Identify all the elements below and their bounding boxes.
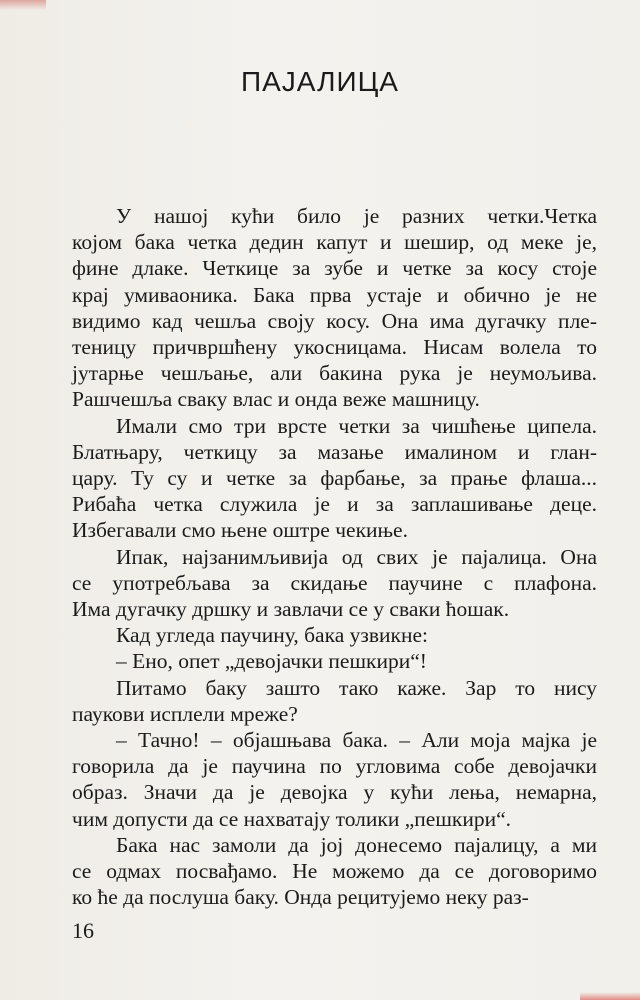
text-line: – Ено, опет „девојачки пешкири“! (116, 649, 427, 674)
text-line: Кад угледа паучину, бака узвикне: (116, 623, 429, 648)
text-line: Избегавали смо њене оштре чекиње. (72, 518, 408, 543)
text-line: говорила да је паучина по угловима собе девојачки (72, 754, 597, 779)
paragraph (72, 832, 597, 911)
page-edge-mark (0, 0, 46, 10)
text-line: Ипак, најзанимљивија од свих је пајалица. Она (116, 544, 597, 569)
page-edge-mark-bottom (580, 992, 640, 1000)
paragraph (72, 544, 597, 623)
text-line: фине длаке. Четкице за зубе и четке за косу стоје (72, 256, 597, 281)
text-line: цару. Ту су и четке за фарбање, за прање флаша... (72, 466, 597, 491)
text-line: јутарње чешљање, али бакина рука је неумољива. (72, 361, 597, 386)
text-line: чим допусти да се нахватају толики „пешкири“. (72, 806, 512, 831)
paragraph (72, 675, 597, 727)
text-line: Рибаћа четка служила је и за заплашивање деце. (72, 492, 597, 517)
body-text (72, 203, 597, 910)
text-line: теницу причвршћену укосницама. Нисам волела то (72, 335, 597, 360)
chapter-title: ПАЈАЛИЦА (241, 66, 399, 97)
text-line: Има дугачку дршку и завлачи се у сваки ћошак. (72, 597, 510, 622)
text-line: образ. Значи да је девојка у кући лења, немарна, (72, 780, 597, 805)
text-line: – Тачно! – објашњава бака. – Али моја мајка је (116, 728, 597, 753)
text-line: ко ће да послуша баку. Онда рецитујемо неку раз- (72, 885, 529, 910)
text-line: се одмах посвађамо. Не можемо да се договоримо (72, 859, 597, 884)
text-line: крај умиваоника. Бака прва устаје и обично је не (72, 282, 597, 307)
text-line: Питамо баку зашто тако каже. Зар то нису (116, 675, 597, 700)
text-line: Блатњару, четкицу за мазање ималином и глан- (72, 439, 597, 464)
text-line: Рашчешља сваку влас и онда веже машницу. (72, 387, 480, 412)
text-line: Имали смо три врсте четки за чишћење ципела. (116, 413, 597, 438)
text-line: паукови исплели мреже? (72, 701, 298, 726)
text-line: У нашој кући било је разних четки.Четка (116, 204, 597, 228)
paragraph (72, 648, 597, 674)
paragraph (72, 203, 597, 413)
paragraph (72, 727, 597, 832)
text-line: Бака нас замоли да јој донесемо пајалицу, а ми (116, 832, 597, 857)
page-number: 16 (72, 918, 94, 943)
paragraph (72, 413, 597, 544)
text-line: се употребљава за скидање паучине с плафона. (72, 570, 597, 595)
paragraph (72, 622, 597, 648)
text-line: видимо кад чешља своју косу. Она има дугачку пле- (72, 308, 597, 333)
text-line: којом бака четка дедин капут и шешир, од меке је, (72, 230, 597, 255)
